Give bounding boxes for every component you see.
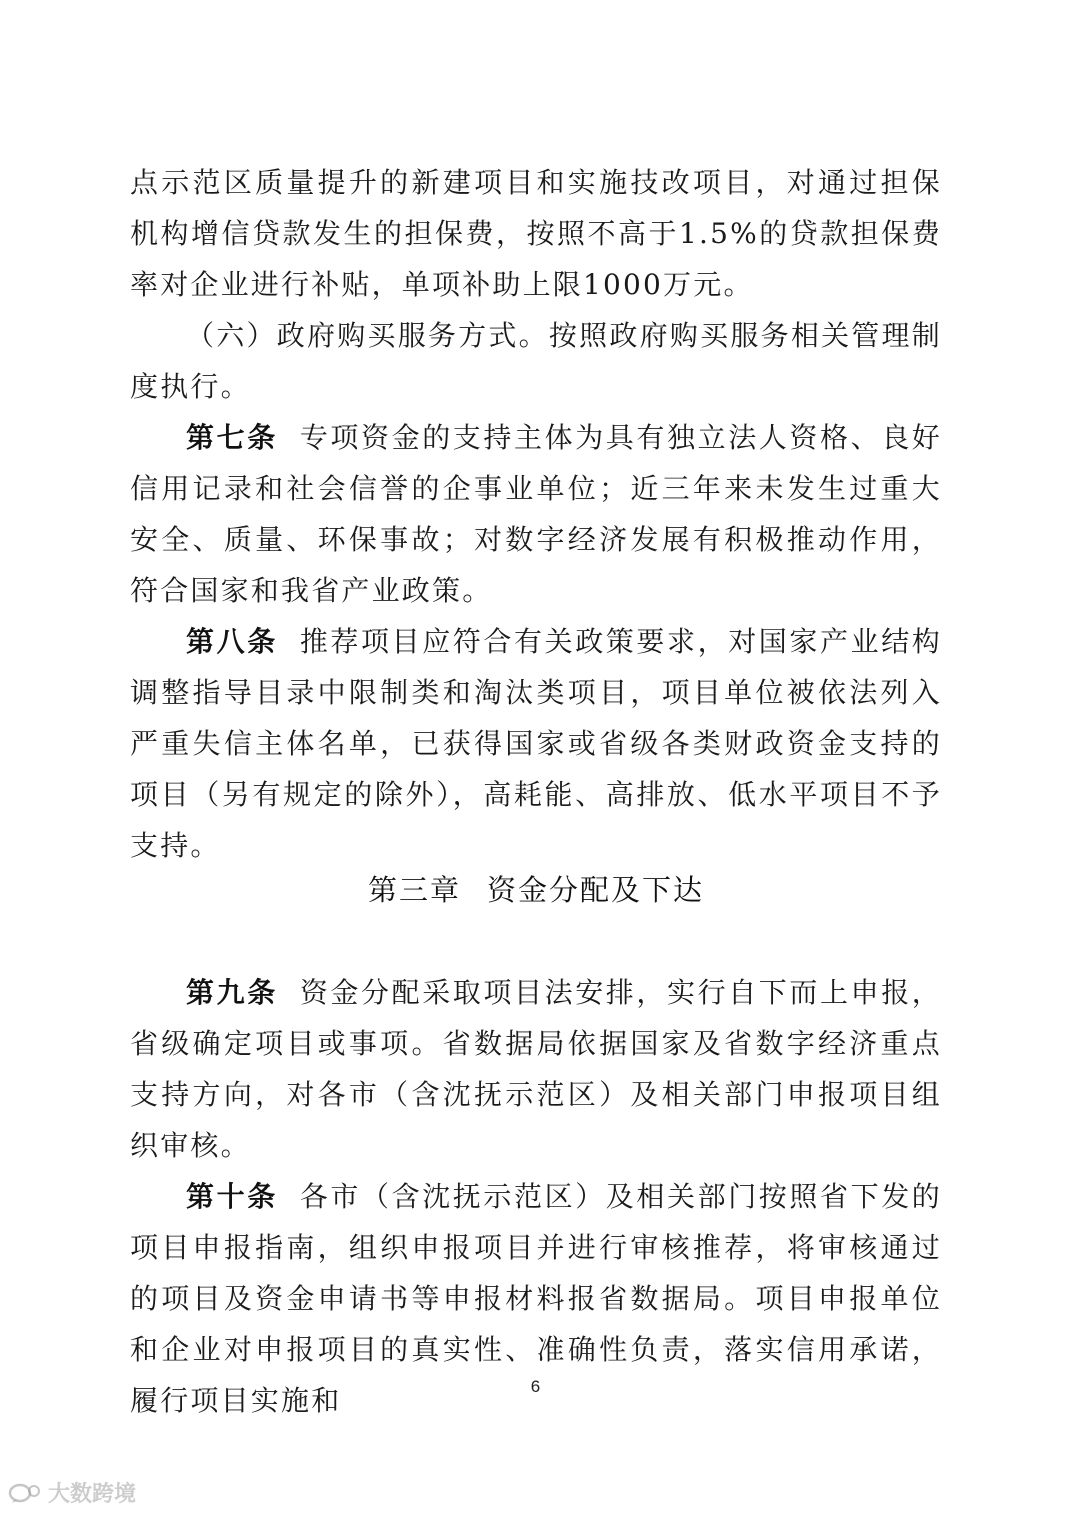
article-8-text: 推荐项目应符合有关政策要求，对国家产业结构调整指导目录中限制类和淘汰类项目，项目单位被依法列入严重失信主体名单，已获得国家或省级各类财政资金支持的项目（另有规定的除外），高耗能、高排放、低水平项目不予支持。 (130, 625, 943, 862)
paragraph-subsidy-continued (130, 157, 942, 310)
body-text-bottom (130, 967, 942, 1426)
article-9 (130, 967, 942, 1171)
article-7-text: 专项资金的支持主体为具有独立法人资格、良好信用记录和社会信誉的企事业单位；近三年来未发生过重大安全、质量、环保事故；对数字经济发展有积极推动作用，符合国家和我省产业政策。 (130, 421, 943, 607)
article-7-heading: 第七条 (186, 421, 278, 454)
paragraph-text: 点示范区质量提升的新建项目和实施技改项目，对通过担保机构增信贷款发生的担保费，按照不高于1.5%的贷款担保费率对企业进行补贴，单项补助上限1000万元。 (130, 166, 942, 301)
article-10-heading: 第十条 (186, 1180, 278, 1213)
watermark (8, 1477, 136, 1508)
article-8-heading: 第八条 (186, 625, 278, 658)
page-number: 6 (530, 1377, 541, 1396)
article-7 (130, 412, 942, 616)
watermark-text: 大数跨境 (48, 1482, 137, 1507)
article-10-text: 各市（含沈抚示范区）及相关部门按照省下发的项目申报指南，组织申报项目并进行审核推荐，将审核通过的项目及资金申请书等申报材料报省数据局。项目申报单位和企业对申报项目的真实性、准确性负责，落实信用承诺，履行项目实施和 (130, 1180, 943, 1417)
chapter-number: 第三章 (367, 873, 461, 907)
chapter-heading (130, 868, 942, 912)
paragraph-government-purchase (130, 310, 942, 412)
paragraph-text: （六）政府购买服务方式。按照政府购买服务相关管理制度执行。 (130, 319, 942, 403)
body-text-top (130, 157, 942, 871)
article-8 (130, 616, 942, 871)
chapter-title: 资金分配及下达 (487, 873, 705, 907)
chat-bubble-logo-icon (8, 1482, 42, 1504)
article-9-heading: 第九条 (186, 976, 278, 1009)
article-9-text: 资金分配采取项目法安排，实行自下而上申报，省级确定项目或事项。省数据局依据国家及省数字经济重点支持方向，对各市（含沈抚示范区）及相关部门申报项目组织审核。 (130, 976, 943, 1162)
